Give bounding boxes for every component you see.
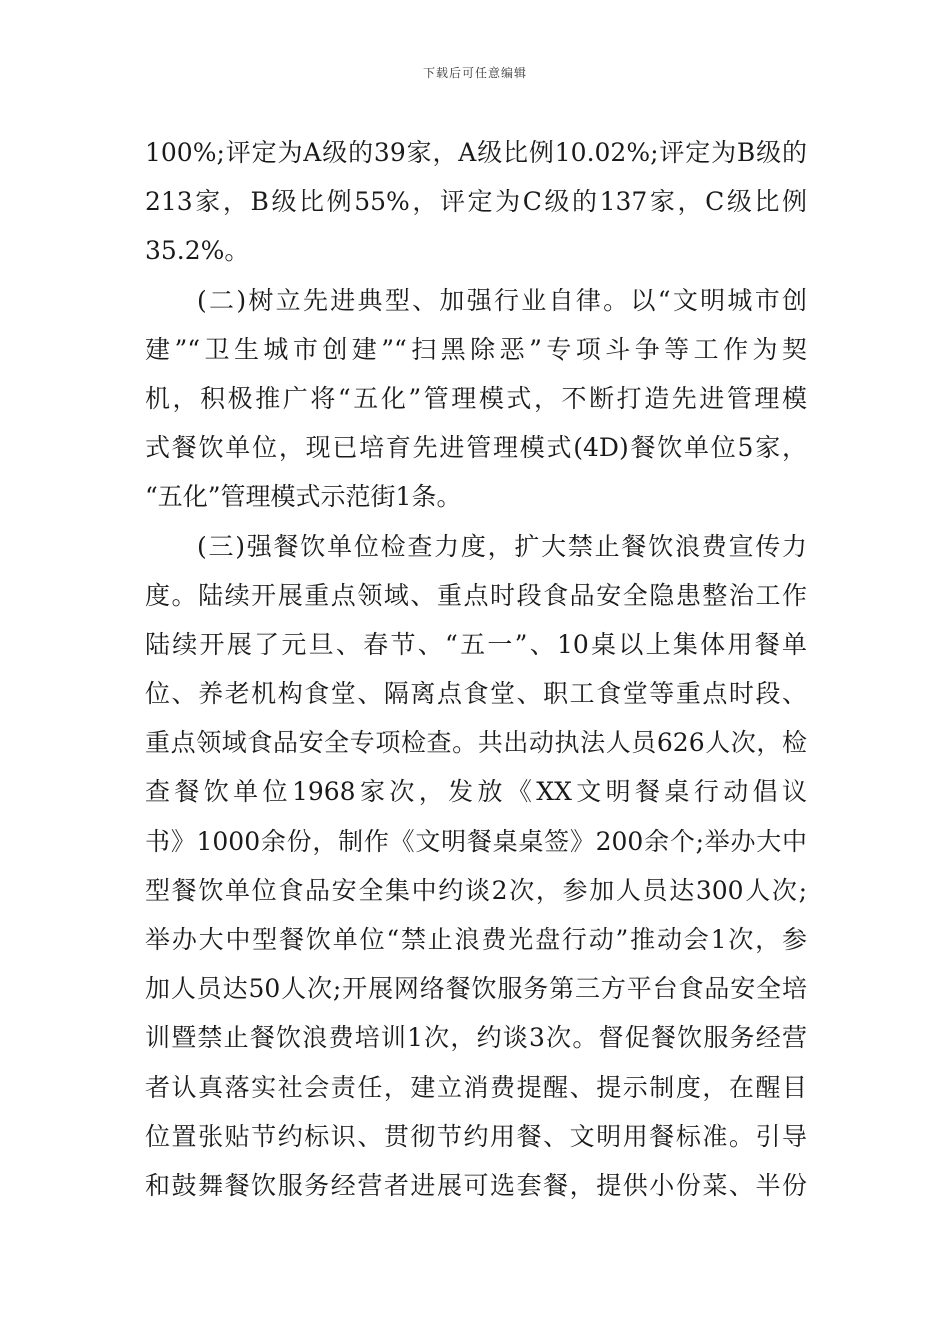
page-header: 下载后可任意编辑 [422,66,527,80]
paragraph-section-two [145,276,807,522]
paragraph-section-three [145,522,807,1211]
text-line: 加人员达50人次;开展网络餐饮服务第三方平台食品安全培 [145,974,807,1004]
text-line: 机，积极推广将“五化”管理模式，不断打造先进管理模 [145,383,807,413]
text-line: (二)树立先进典型、加强行业自律。以“文明城市创 [197,285,807,315]
text-line: 和鼓舞餐饮服务经营者进展可选套餐，提供小份菜、半份 [145,1170,807,1200]
text-line: 度。陆续开展重点领域、重点时段食品安全隐患整治工作 [145,580,807,610]
text-line: 训暨禁止餐饮浪费培训1次，约谈3次。督促餐饮服务经营 [145,1023,807,1053]
text-line: “五化”管理模式示范街1条。 [145,482,462,512]
text-line: 型餐饮单位食品安全集中约谈2次，参加人员达300人次; [145,875,807,905]
text-line: 陆续开展了元旦、春节、“五一”、10桌以上集体用餐单 [145,629,807,659]
text-line: 者认真落实社会责任，建立消费提醒、提示制度，在醒目 [145,1072,807,1102]
text-line: 35.2%。 [145,236,250,266]
text-line: 举办大中型餐饮单位“禁止浪费光盘行动”推动会1次，参 [145,925,807,954]
text-line: 查餐饮单位1968家次，发放《XX文明餐桌行动倡议 [145,777,807,807]
document-body [145,128,807,1210]
text-line: 100%;评定为A级的39家，A级比例10.02%;评定为B级的 [145,138,807,167]
text-line: 重点领域食品安全专项检查。共出动执法人员626人次，检 [145,728,807,758]
paragraph-ratings [145,128,807,276]
text-line: (三)强餐饮单位检查力度，扩大禁止餐饮浪费宣传力 [197,531,807,561]
text-line: 建”“卫生城市创建”“扫黑除恶”专项斗争等工作为契 [145,334,807,364]
text-line: 式餐饮单位，现已培育先进管理模式(4D)餐饮单位5家， [145,433,807,463]
text-line: 位、养老机构食堂、隔离点食堂、职工食堂等重点时段、 [145,679,807,709]
text-line: 213家，B级比例55%，评定为C级的137家，C级比例 [145,187,807,217]
text-line: 书》1000余份，制作《文明餐桌桌签》200余个;举办大中 [145,826,807,856]
text-line: 位置张贴节约标识、贯彻节约用餐、文明用餐标准。引导 [145,1121,807,1151]
